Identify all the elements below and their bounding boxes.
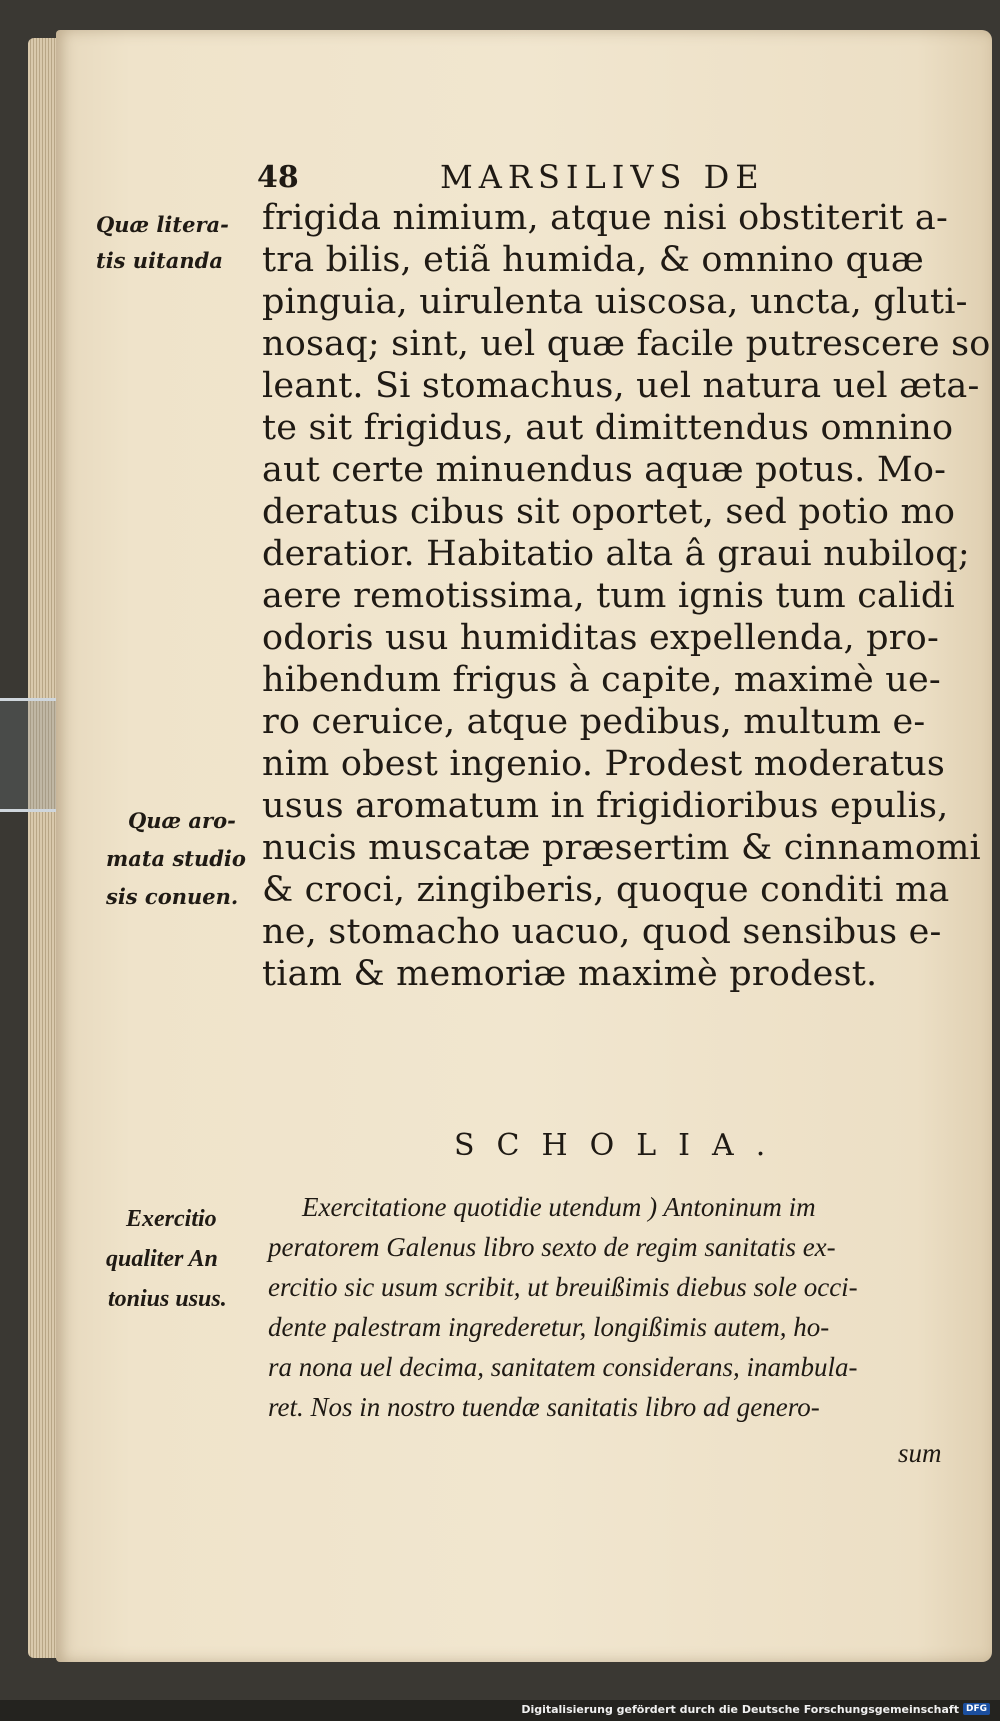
body-line: odoris usu humiditas expellenda, pro- — [262, 618, 939, 658]
margin-note: tis uitanda — [96, 248, 223, 273]
body-line: pinguia, uirulenta uiscosa, uncta, gluti- — [262, 282, 968, 322]
body-line: & croci, zingiberis, quoque conditi ma — [262, 870, 950, 910]
body-line: tiam & memoriæ maximè prodest. — [262, 954, 878, 994]
dfg-logo-icon: DFG — [963, 1703, 990, 1715]
digitization-credit — [521, 1701, 990, 1717]
running-title: MARSILIVS DE — [440, 158, 765, 196]
scholia-margin-note: qualiter An — [106, 1246, 218, 1272]
credit-text: Digitalisierung gefördert durch die Deutsche Forschungsgemeinschaft — [521, 1702, 959, 1716]
body-line: te sit frigidus, aut dimittendus omnino — [262, 408, 954, 448]
body-line: tra bilis, etiã humida, & omnino quæ — [262, 240, 924, 280]
scholia-heading: SCHOLIA. — [454, 1128, 788, 1163]
body-line: nim obest ingenio. Prodest moderatus — [262, 744, 946, 784]
margin-note: sis conuen. — [106, 884, 239, 909]
margin-note: Quæ aro- — [128, 808, 236, 833]
scholia-line: ret. Nos in nostro tuendæ sanitatis libro ad genero- — [268, 1392, 820, 1422]
body-line: usus aromatum in frigidioribus epulis, — [262, 786, 949, 826]
margin-note: Quæ litera- — [96, 212, 229, 237]
body-line: nosaq; sint, uel quæ facile putrescere so — [262, 324, 991, 364]
body-line: deratior. Habitatio alta â graui nubiloq; — [262, 534, 970, 574]
scholia-margin-note: Exercitio — [126, 1206, 217, 1232]
page-number: 48 — [257, 160, 299, 195]
body-line: aere remotissima, tum ignis tum calidi — [262, 576, 955, 616]
scholia-catchword: sum — [898, 1438, 942, 1468]
scholia-line: ra nona uel decima, sanitatem considerans, inambula- — [268, 1352, 858, 1382]
body-line: ro ceruice, atque pedibus, multum e- — [262, 702, 926, 742]
body-line: nucis muscatæ præsertim & cinnamomi — [262, 828, 981, 868]
body-line: hibendum frigus à capite, maximè ue- — [262, 660, 941, 700]
scholia-line: Exercitatione quotidie utendum ) Antoninum im — [302, 1192, 816, 1222]
body-line: leant. Si stomachus, uel natura uel æta- — [262, 366, 980, 406]
scholia-line: peratorem Galenus libro sexto de regim sanitatis ex- — [268, 1232, 836, 1262]
page-edges — [28, 38, 58, 1658]
scholia-line: dente palestram ingrederetur, longißimis autem, ho- — [268, 1312, 830, 1342]
scholia-line: ercitio sic usum scribit, ut breuißimis diebus sole occi- — [268, 1272, 858, 1302]
body-line: aut certe minuendus aquæ potus. Mo- — [262, 450, 947, 490]
margin-note: mata studio — [106, 846, 246, 871]
body-line: deratus cibus sit oportet, sed potio mo — [262, 492, 956, 532]
body-line: ne, stomacho uacuo, quod sensibus e- — [262, 912, 942, 952]
scholia-margin-note: tonius usus. — [108, 1286, 227, 1312]
body-line: frigida nimium, atque nisi obstiterit a- — [262, 198, 948, 238]
